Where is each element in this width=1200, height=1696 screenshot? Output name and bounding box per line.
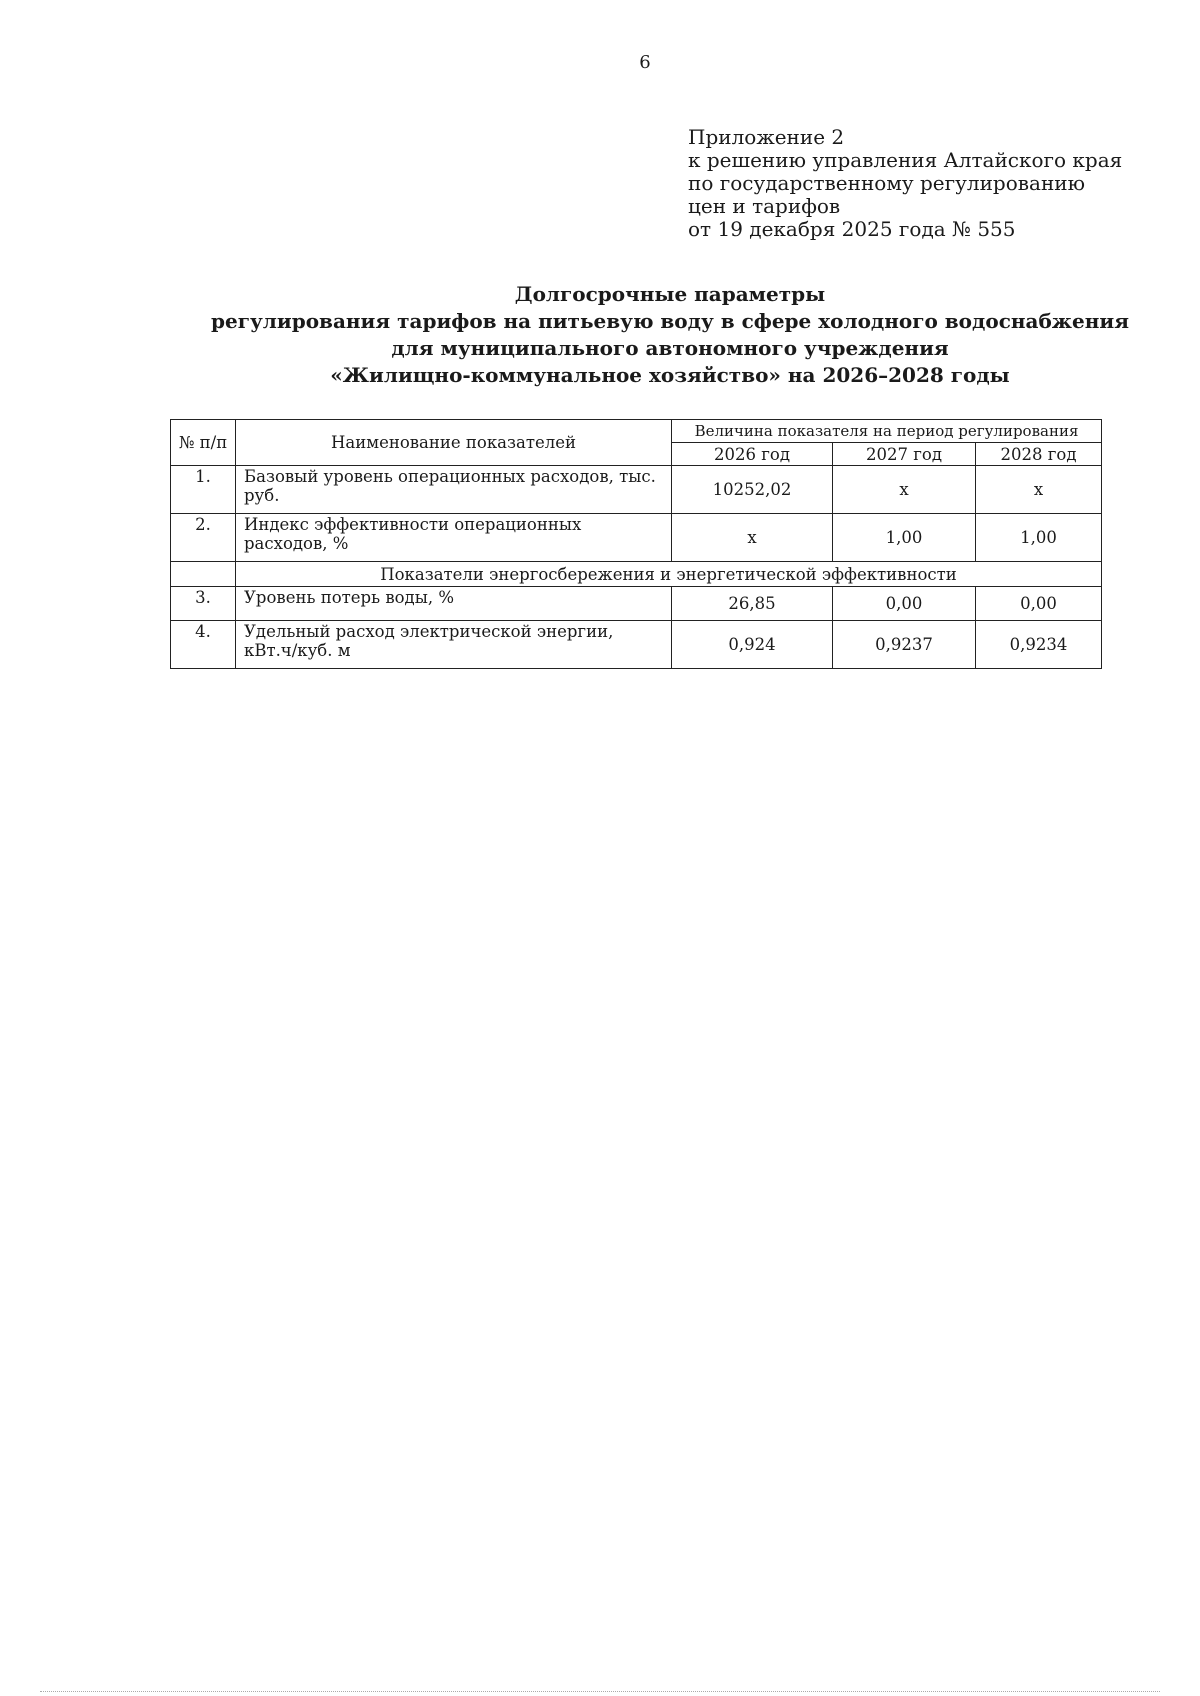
row-num: 2. xyxy=(171,514,236,562)
header-period-group: Величина показателя на период регулирования xyxy=(672,420,1102,443)
appendix-block xyxy=(688,126,1122,241)
table-row xyxy=(171,621,1102,669)
row-num: 1. xyxy=(171,466,236,514)
header-num: № п/п xyxy=(171,420,236,466)
row-name: Индекс эффективности операционных расходов, % xyxy=(236,514,672,562)
table-row xyxy=(171,514,1102,562)
row-value: х xyxy=(672,514,833,562)
title-line: Долгосрочные параметры xyxy=(514,282,826,306)
scan-footer-line xyxy=(40,1691,1160,1692)
appendix-line: к решению управления Алтайского края xyxy=(688,148,1123,172)
header-name: Наименование показателей xyxy=(236,420,672,466)
row-value: х xyxy=(833,466,976,514)
table-section-row xyxy=(171,562,1102,587)
header-year: 2028 год xyxy=(976,443,1102,466)
appendix-line: от 19 декабря 2025 года № 555 xyxy=(688,217,1016,241)
table-row xyxy=(171,466,1102,514)
section-title: Показатели энергосбережения и энергетической эффективности xyxy=(236,562,1102,587)
parameters-table xyxy=(170,419,1102,669)
page-number: 6 xyxy=(639,52,651,73)
title-line: «Жилищно-коммунальное хозяйство» на 2026–2028 годы xyxy=(330,363,1010,387)
title-line: регулирования тарифов на питьевую воду в сфере холодного водоснабжения xyxy=(211,309,1129,333)
appendix-line: Приложение 2 xyxy=(688,125,845,149)
row-value: х xyxy=(976,466,1102,514)
section-num-cell xyxy=(171,562,236,587)
row-value: 1,00 xyxy=(976,514,1102,562)
row-value: 1,00 xyxy=(833,514,976,562)
appendix-line: по государственному регулированию xyxy=(688,171,1086,195)
appendix-line: цен и тарифов xyxy=(688,194,841,218)
row-num: 3. xyxy=(171,587,236,621)
row-num: 4. xyxy=(171,621,236,669)
title-line: для муниципального автономного учреждения xyxy=(391,336,949,360)
row-value: 0,9237 xyxy=(833,621,976,669)
row-value: 10252,02 xyxy=(672,466,833,514)
row-value: 0,924 xyxy=(672,621,833,669)
document-title xyxy=(150,281,1190,389)
row-value: 0,00 xyxy=(833,587,976,621)
table-row xyxy=(171,587,1102,621)
row-value: 26,85 xyxy=(672,587,833,621)
row-name: Уровень потерь воды, % xyxy=(236,587,672,621)
row-name: Базовый уровень операционных расходов, тыс. руб. xyxy=(236,466,672,514)
header-year: 2027 год xyxy=(833,443,976,466)
row-name: Удельный расход электрической энергии, кВт.ч/куб. м xyxy=(236,621,672,669)
table-header-row xyxy=(171,420,1102,443)
row-value: 0,00 xyxy=(976,587,1102,621)
header-year: 2026 год xyxy=(672,443,833,466)
row-value: 0,9234 xyxy=(976,621,1102,669)
